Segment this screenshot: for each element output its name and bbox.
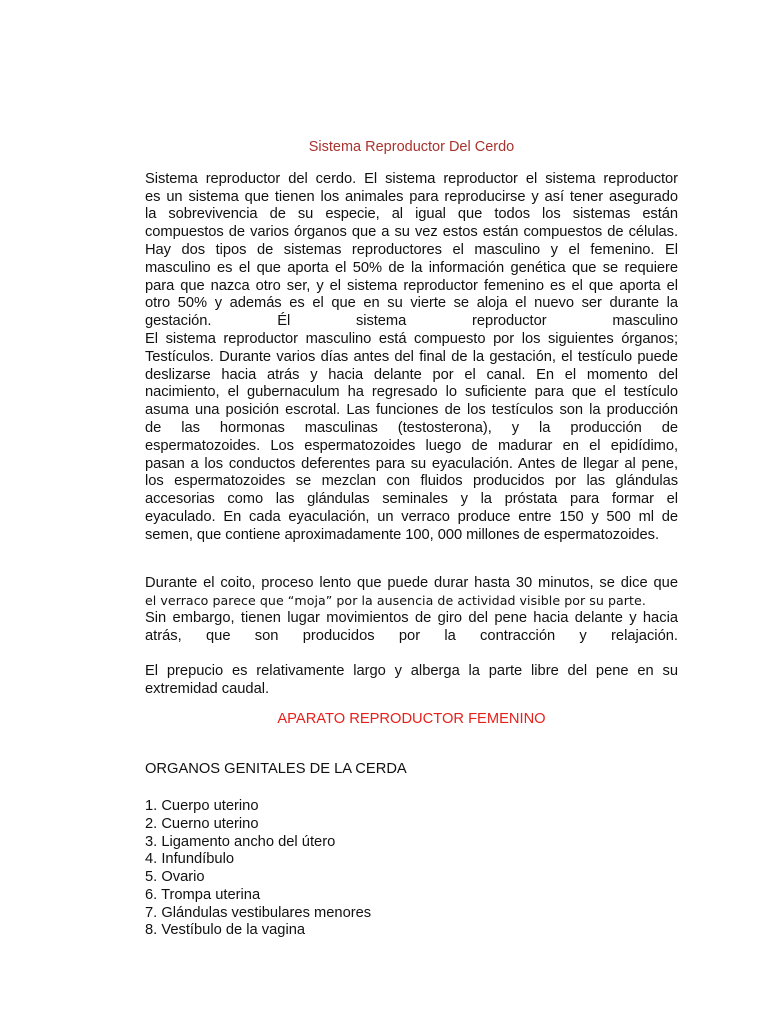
text-line: Sistema reproductor del cerdo. El sistema reproductor el sistema reproductor (145, 170, 678, 187)
text-line: deslizarse hacia atrás y hacia delante por el canal. En el momento del (145, 366, 678, 383)
text-line: Testículos. Durante varios días antes del final de la gestación, el testículo puede (145, 348, 678, 365)
text-line: El sistema reproductor masculino está compuesto por los siguientes órganos; (145, 330, 678, 347)
text-line: pasan a los conductos deferentes para su eyaculación. Antes de llegar al pene, (145, 455, 678, 472)
text-line: Durante el coito, proceso lento que puede durar hasta 30 minutos, se dice que (145, 574, 678, 591)
organ-list (145, 798, 678, 940)
list-item: 5. Ovario (145, 869, 205, 886)
text-line: atrás, que son producidos por la contracción y relajación. (145, 627, 678, 644)
text-line: asuma una posición escrotal. Las funciones de los testículos son la producción (145, 402, 678, 419)
text-line: accesorias como las glándulas seminales y la próstata para formar el (145, 491, 678, 508)
text-line: de las hormonas masculinas (testosterona), y la producción de (145, 419, 678, 436)
text-line: nacimiento, el gubernaculum ha regresado lo suficiente para que el testículo (145, 384, 678, 401)
paragraph-prepucio: El prepucio es relativamente largo y alberga la parte libre del pene en su extremidad caudal. (145, 662, 678, 697)
document-page (145, 139, 678, 940)
text-line: es un sistema que tienen los animales para reproducirse y así tener asegurado (145, 188, 678, 205)
text-line: Hay dos tipos de sistemas reproductores el masculino y el femenino. El (145, 241, 678, 258)
text-line: otro 50% y además es el que en su vierte se aloja el nuevo ser durante la (145, 295, 678, 312)
text-line: Sin embargo, tienen lugar movimientos de giro del pene hacia delante y hacia (145, 610, 678, 627)
list-item: 7. Glándulas vestibulares menores (145, 904, 372, 921)
text-line: compuestos de varios órganos que a su vez estos están compuestos de células. (145, 224, 678, 241)
list-item: 1. Cuerpo uterino (145, 797, 259, 814)
text-line: el verraco parece que “moja” por la ausencia de actividad visible por su parte. (145, 593, 646, 609)
organs-heading: ORGANOS GENITALES DE LA CERDA (145, 761, 407, 778)
document-title: Sistema Reproductor Del Cerdo (308, 139, 515, 155)
list-item: 3. Ligamento ancho del útero (145, 833, 336, 850)
list-item: 2. Cuerno uterino (145, 815, 259, 832)
text-line: eyaculado. En cada eyaculación, un verraco produce entre 150 y 500 ml de (145, 508, 678, 525)
text-line: los espermatozoides se mezclan con fluidos producidos por las glándulas (145, 473, 678, 490)
text-line: para que nazca otro ser, y el sistema reproductor femenino es el que aporta el (145, 277, 678, 294)
section-title-femenino: APARATO REPRODUCTOR FEMENINO (277, 711, 546, 728)
paragraph-coito (145, 575, 678, 646)
list-item: 6. Trompa uterina (145, 886, 261, 903)
list-item: 8. Vestíbulo de la vagina (145, 922, 306, 939)
paragraph-intro (145, 171, 678, 545)
text-line: masculino es el que aporta el 50% de la información genética que se requiere (145, 259, 678, 276)
text-line: semen, que contiene aproximadamente 100, 000 millones de espermatozoides. (145, 526, 659, 543)
text-line: espermatozoides. Los espermatozoides luego de madurar en el epidídimo, (145, 437, 678, 454)
list-item: 4. Infundíbulo (145, 851, 235, 868)
text-line: gestación. Él sistema reproductor masculino (145, 313, 678, 330)
text-line: la sobrevivencia de su especie, al igual que todos los sistemas están (145, 206, 678, 223)
